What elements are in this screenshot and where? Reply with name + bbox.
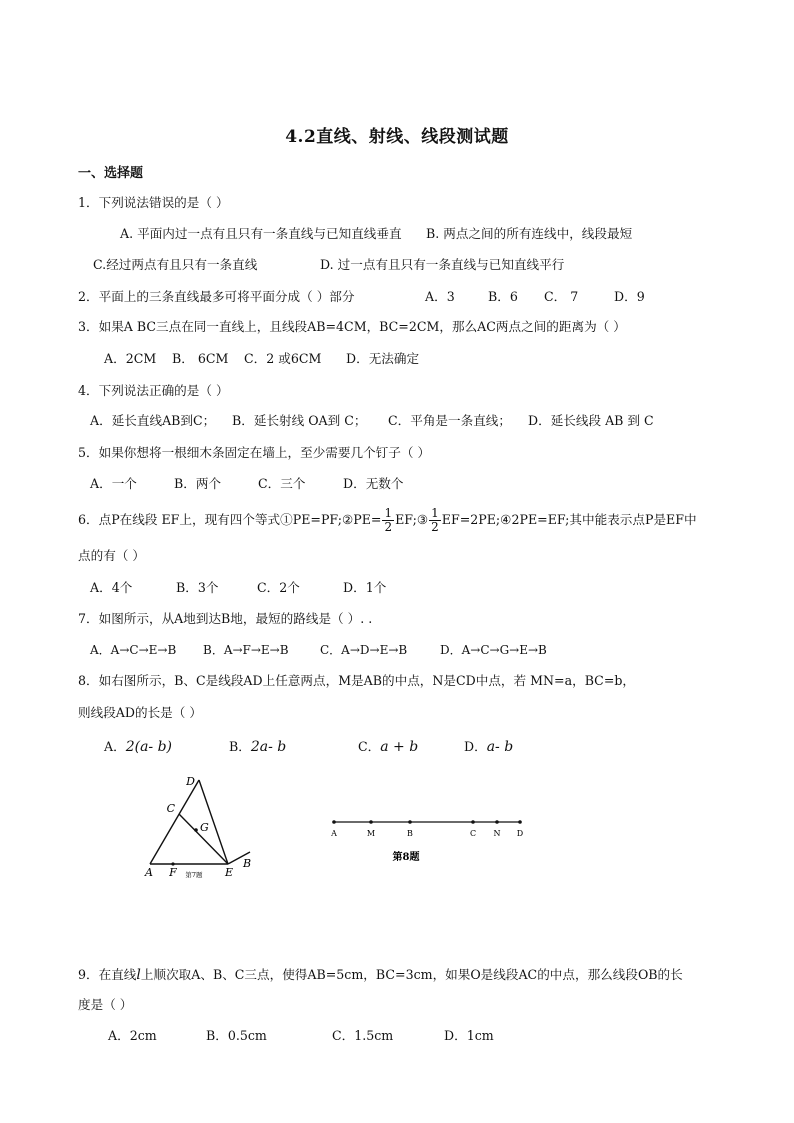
q6-text-3: EF=2PE;④2PE=EF;其中能表示点P是EF中 (441, 512, 697, 527)
point-G (194, 828, 198, 832)
label-A: A (145, 866, 153, 879)
label-D: D (186, 775, 195, 788)
q6-text-1: 6．点P在线段 EF上，现有四个等式①PE=PF;②PE= (78, 512, 382, 527)
label-F: F (169, 866, 177, 879)
q4-option-b: B．延长射线 OA到 C； (232, 413, 367, 428)
q5-option-d: D．无数个 (343, 476, 404, 491)
label-B: B (243, 857, 252, 870)
q7-stem: 7．如图所示，从A地到达B地，最短的路线是（ ）. . (78, 611, 373, 626)
q4-option-d: D．延长线段 AB 到 C (528, 413, 654, 428)
point-C (471, 820, 475, 824)
q3-stem: 3．如果A BC三点在同一直线上，且线段AB=4CM，BC=2CM，那么AC两点之间的距离为（ ） (78, 319, 626, 334)
point-A (332, 820, 336, 824)
q7-option-d: D．A→C→G→E→B (440, 643, 547, 657)
q3-option-d: D．无法确定 (346, 351, 420, 366)
q6-option-c: C．2个 (257, 580, 300, 595)
label-A: A (331, 829, 337, 838)
q8-option-c: C．a + b (358, 739, 419, 755)
q8-option-d-expr: a- b (486, 739, 514, 755)
q7-option-b: B．A→F→E→B (203, 643, 289, 657)
q6-option-d: D．1个 (343, 580, 387, 595)
label-N: N (493, 829, 501, 838)
q3-option-a: A．2CM (104, 351, 157, 366)
section-heading: 一、选择题 (78, 166, 144, 181)
q5-option-c: C．三个 (258, 476, 306, 491)
segment-AD (150, 780, 199, 864)
q2-option-b: B．6 (488, 289, 518, 304)
label-C: C (166, 802, 175, 815)
q8-option-d: D．a- b (464, 739, 514, 755)
q8-option-b: B．2a- b (229, 739, 287, 755)
label-D: D (516, 829, 524, 838)
q3-option-c: C．2 或6CM (244, 351, 322, 366)
page-title: 4.2直线、射线、线段测试题 (285, 127, 509, 147)
figure-q8-caption: 第8题 (392, 852, 420, 863)
figure-q7-caption: 第7题 (185, 871, 203, 879)
figure-q8-segment (322, 810, 537, 870)
q9-stem-line2: 度是（ ） (78, 997, 133, 1012)
q9-option-d: D．1cm (444, 1028, 494, 1043)
label-G: G (200, 821, 209, 834)
q4-option-a: A．延长直线AB到C； (90, 413, 216, 428)
q8-option-a: A．2(a- b) (104, 739, 173, 755)
q6-text-2: EF;③ (395, 512, 429, 527)
q1-option-b: B. 两点之间的所有连线中，线段最短 (426, 226, 633, 241)
q1-stem: 1．下列说法错误的是（ ） (78, 195, 229, 210)
q5-option-a: A．一个 (90, 476, 137, 491)
point-M (369, 820, 373, 824)
q6-option-a: A．4个 (90, 580, 133, 595)
figure-q7-triangle (140, 772, 265, 882)
q8-stem: 8．如右图所示，B、C是线段AD上任意两点，M是AB的中点，N是CD中点，若 MN=a，BC=b， (78, 673, 636, 688)
point-N (495, 820, 499, 824)
label-B: B (407, 829, 413, 838)
label-E: E (224, 866, 234, 879)
label-M: M (366, 829, 376, 838)
q7-option-c: C．A→D→E→B (320, 643, 408, 657)
q7-option-a: A．A→C→E→B (90, 643, 177, 657)
q3-option-b: B． 6CM (172, 351, 229, 366)
q9-stem: 9．在直线l上顺次取A、B、C三点，使得AB=5cm，BC=3cm，如果O是线段AC的中点，那么线段OB的长 (78, 967, 683, 983)
q4-stem: 4．下列说法正确的是（ ） (78, 383, 229, 398)
q6-fraction-half-2: $\frac{1}{2}$ (431, 506, 439, 534)
q1-option-a: A. 平面内过一点有且只有一条直线与已知直线垂直 (120, 226, 402, 241)
q1-option-c: C.经过两点有且只有一条直线 (93, 257, 258, 272)
point-D (518, 820, 522, 824)
q6-option-b: B．3个 (176, 580, 219, 595)
q8-option-c-expr: a + b (380, 739, 419, 755)
point-B (408, 820, 412, 824)
q5-option-b: B．两个 (174, 476, 222, 491)
q4-option-c: C．平角是一条直线； (388, 413, 511, 428)
q9-line-symbol: l (136, 967, 141, 983)
q9-option-c: C．1.5cm (332, 1028, 394, 1043)
q8-option-b-expr: 2a- b (250, 739, 287, 755)
q6-fraction-half-1: $\frac{1}{2}$ (384, 506, 393, 534)
q8-stem-line2: 则线段AD的长是（ ） (78, 705, 202, 720)
label-C: C (469, 829, 477, 838)
q9-option-a: A．2cm (108, 1028, 157, 1043)
q2-stem: 2．平面上的三条直线最多可将平面分成（ ）部分 (78, 289, 355, 304)
q1-option-d: D. 过一点有且只有一条直线与已知直线平行 (320, 257, 565, 272)
q9-option-b: B．0.5cm (206, 1028, 267, 1043)
q6-stem-line2: 点的有（ ） (78, 548, 145, 563)
q2-option-c: C． 7 (544, 289, 579, 304)
q8-option-a-expr: 2(a- b) (125, 739, 173, 755)
q5-stem: 5．如果你想将一根细木条固定在墙上，至少需要几个钉子（ ） (78, 445, 431, 460)
q2-option-d: D．9 (614, 289, 645, 304)
q6-stem (78, 507, 697, 534)
q2-option-a: A．3 (425, 289, 455, 304)
